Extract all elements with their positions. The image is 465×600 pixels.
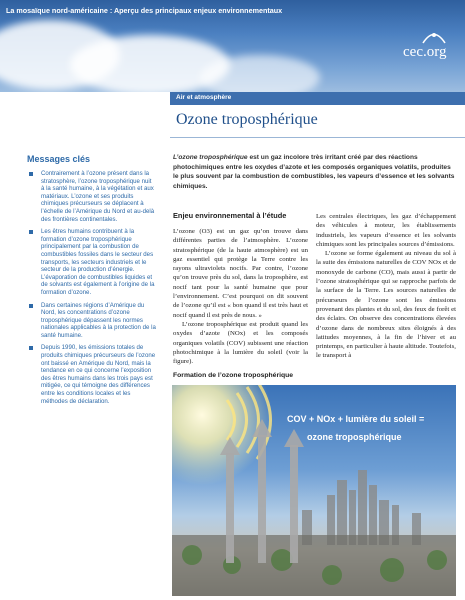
ozone-formation-figure — [172, 385, 456, 596]
list-item-text: Les êtres humains contribuent à la formation d’ozone troposphérique principalement par la combustion de combustibles fossiles dans le secteur des transports, les secteurs industriels et le secteur de la production d’énergie. L’évaporation de combustibles liquides et de solvants est également à l’origine de la formation d’ozone. — [41, 228, 155, 296]
list-item — [28, 344, 156, 405]
section-heading: Enjeu environnemental à l’étude — [173, 211, 287, 220]
cec-logo[interactable] — [403, 30, 455, 70]
body-column-left — [173, 227, 308, 366]
formation-equation — [287, 410, 456, 446]
figure-title: Formation de l’ozone troposphérique — [173, 372, 294, 379]
list-item — [28, 170, 156, 223]
city-skyline-icon — [302, 470, 421, 545]
intro-paragraph — [173, 153, 456, 191]
publication-title: La mosaïque nord-américaine : Aperçu des principaux enjeux environnementaux — [6, 6, 283, 15]
equation-line-2: ozone troposphérique — [307, 432, 402, 442]
list-item-text: Depuis 1990, les émissions totales de produits chimiques précurseurs de l’ozone ont baissé en Amérique du Nord, mais la tendance en ce qui concerne l’exposition des êtres humains dans les trois pays est mitigée, ce qui témoigne des différences entre les conditions locales et les méthodes de déclaration. — [41, 344, 156, 405]
list-item-text: Dans certaines régions d’Amérique du Nord, les concentrations d’ozone troposphérique dépassent les normes nationales applicables à la protection de la santé humaine. — [41, 301, 156, 339]
category-strip — [170, 92, 465, 105]
intro-term: L’ozone troposphérique — [173, 154, 248, 161]
bullet-icon — [29, 346, 33, 350]
bullet-icon — [29, 304, 33, 308]
bullet-icon — [29, 230, 33, 234]
list-item — [28, 302, 156, 340]
body-column-right — [316, 212, 456, 361]
page-title: Ozone troposphérique — [176, 111, 318, 128]
paragraph: L’ozone (O3) est un gaz qu’on trouve dans différentes parties de l’atmosphère. L’ozone stratosphérique (de la haute atmosphère) est un gaz essentiel qui protège la Terre contre les rayons ultraviolets nocifs. Par contre, l’ozone qu’on trouve près du sol, dans la troposphère, est nocif tant pour la santé humaine que pour l’environnement. C’est pourquoi on dit souvent de l’ozone qu’il est « bon quand il est très haut et nocif quand il est près de nous. » — [173, 228, 308, 319]
logo-text: cec.org — [403, 44, 447, 60]
key-messages-sidebar — [0, 148, 165, 600]
intro-text: est un gaz incolore très irritant créé par des réactions photochimiques entre les oxydes d’azote et les composés organiques volatils, produites le plus souvent par la combustion de combustibles, les vapeurs d’essence et les solvants chimiques. — [173, 154, 455, 190]
key-messages-list — [28, 170, 156, 410]
equation-line-1: COV + NOx + lumière du soleil = — [287, 414, 425, 424]
header-banner — [0, 0, 465, 92]
sidebar-heading: Messages clés — [27, 154, 91, 164]
paragraph: L’ozone se forme également au niveau du sol à la suite des émissions naturelles de COV NOx et de monoxyde de carbone (CO), mais aussi à partir de l’ozone stratosphérique qui se rapproche parfois de la surface de la Terre. Les sources naturelles de précurseurs de l’ozone sont les émissions provenant des plantes et du sol, des feux de forêt et des éclairs. On observe des concentrations élevées d’ozone dans de nombreux sites éloignés à des latitudes moyennes, à la fin de l’hiver et au printemps, en particulier à haute altitude. Toutefois, le transport à — [316, 250, 456, 360]
paragraph: Les centrales électriques, les gaz d’échappement des véhicules à moteur, les établissements industriels, les vapeurs d’essence et les solvants chimiques sont les principales sources d’émissions. — [316, 213, 456, 248]
list-item-text: Contrairement à l’ozone présent dans la stratosphère, l’ozone troposphérique nuit à la santé humaine, à la végétation et aux matériaux. L’ozone et ses produits chimiques précurseurs se déplacent à l’échelle de l’Amérique du Nord et au-delà des frontières continentales. — [41, 170, 155, 223]
category-label: Air et atmosphère — [176, 94, 232, 101]
list-item — [28, 228, 156, 296]
bullet-icon — [29, 172, 33, 176]
cloud-shape — [200, 55, 320, 92]
title-divider — [170, 137, 465, 138]
logo-arc-icon — [421, 30, 447, 44]
paragraph: L’ozone troposphérique est produit quand les oxydes d’azote (NOx) et les composés organiques volatils (COV) subissent une réaction photochimique à la lumière du soleil (voir la figure). — [173, 320, 308, 366]
